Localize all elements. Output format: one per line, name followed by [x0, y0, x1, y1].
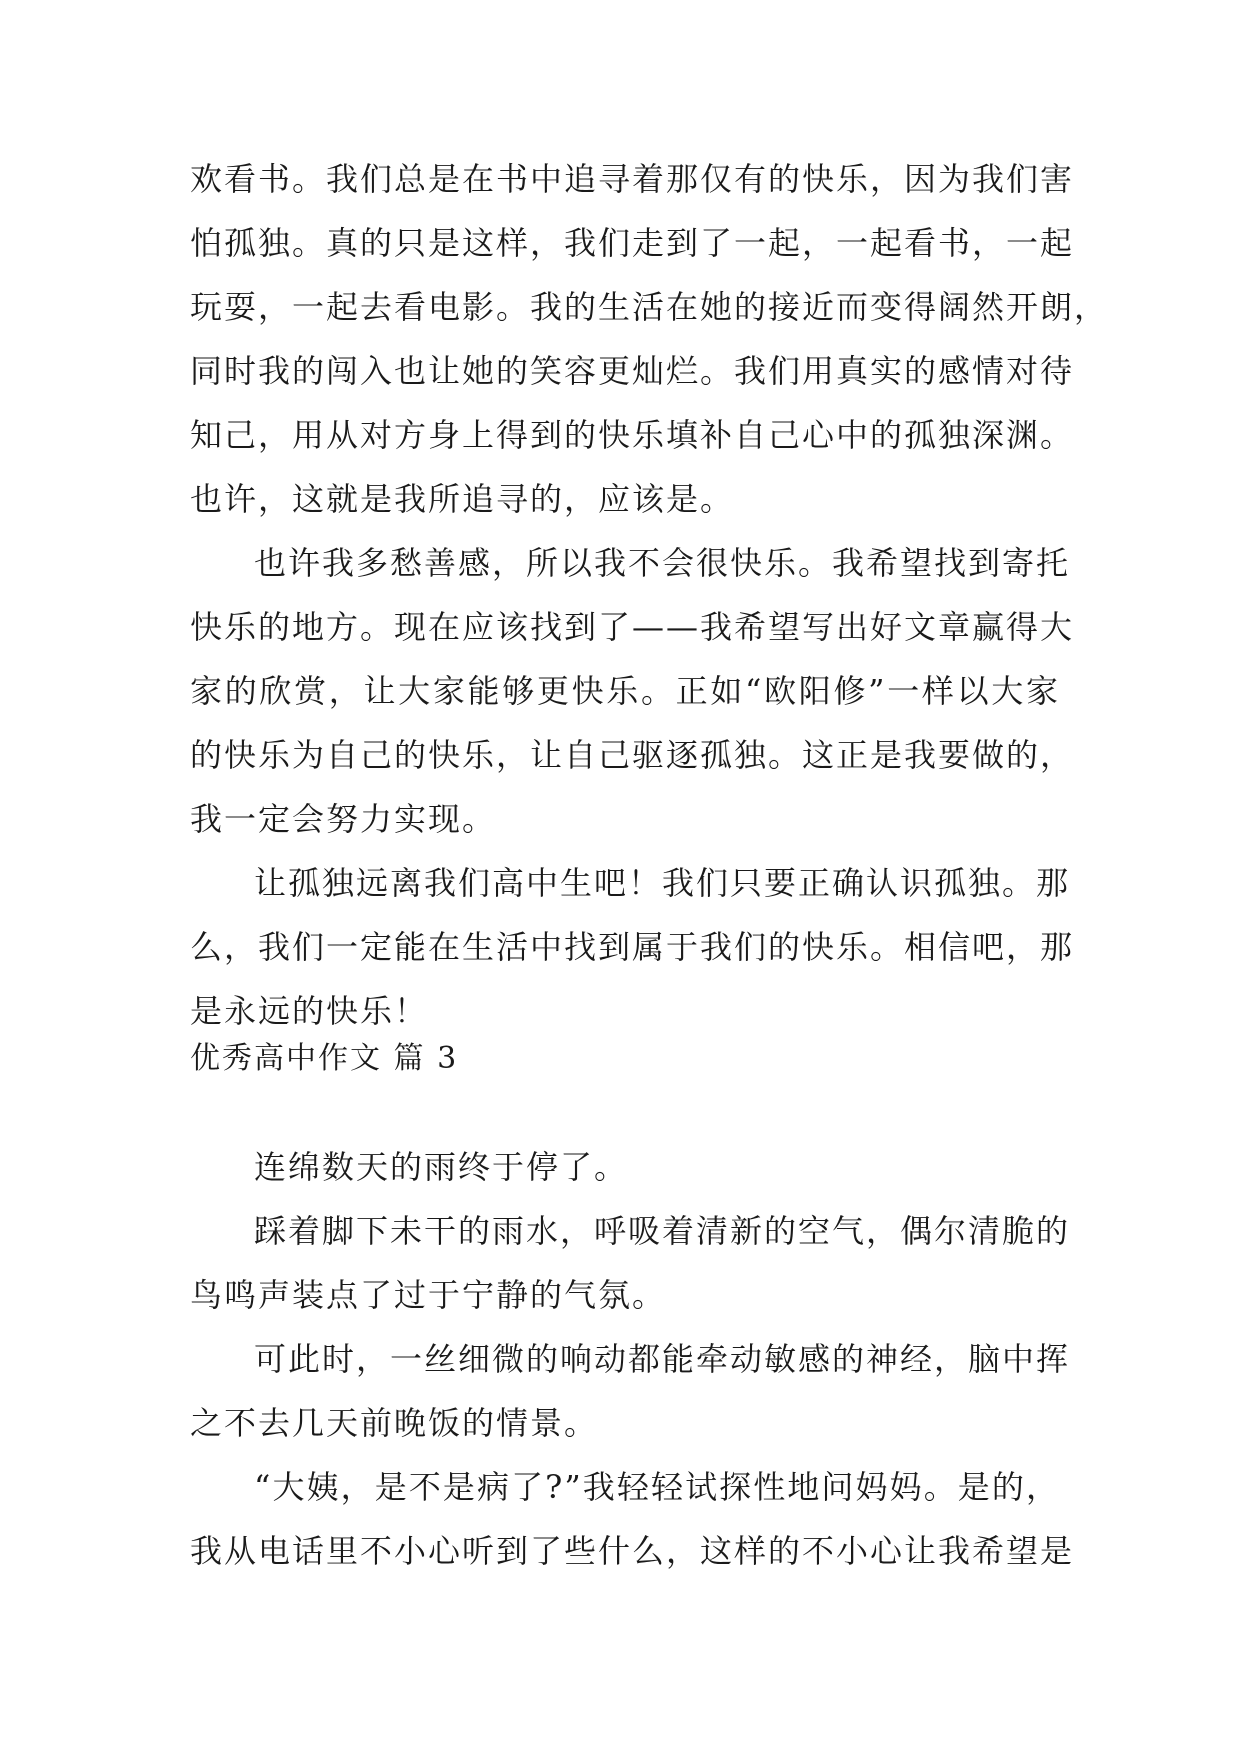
paragraph-2-line-5: 我一定会努力实现。 — [190, 800, 497, 838]
paragraph-3-line-2: 么，我们一定能在生活中找到属于我们的快乐。相信吧，那 — [190, 928, 1075, 966]
section-heading: 优秀高中作文 篇 3 — [190, 1041, 459, 1076]
paragraph-3-line-1: 让孤独远离我们高中生吧！我们只要正确认识孤独。那 — [254, 864, 1071, 902]
paragraph-5-line-1: 踩着脚下未干的雨水，呼吸着清新的空气，偶尔清脆的 — [254, 1212, 1071, 1250]
paragraph-2-line-3: 家的欣赏，让大家能够更快乐。正如“欧阳修”一样以大家 — [190, 672, 1060, 710]
paragraph-4-line-1: 连绵数天的雨终于停了。 — [254, 1148, 629, 1186]
paragraph-1-line-6: 也许，这就是我所追寻的，应该是。 — [190, 480, 735, 518]
paragraph-2-line-2: 快乐的地方。现在应该找到了——我希望写出好文章赢得大 — [190, 608, 1075, 646]
paragraph-1-line-4: 同时我的闯入也让她的笑容更灿烂。我们用真实的感情对待 — [190, 352, 1075, 390]
paragraph-6-line-1: 可此时，一丝细微的响动都能牵动敏感的神经，脑中挥 — [254, 1340, 1071, 1378]
paragraph-7-line-1: “大姨，是不是病了?”我轻轻试探性地问妈妈。是的， — [254, 1468, 1060, 1506]
paragraph-6-line-2: 之不去几天前晚饭的情景。 — [190, 1404, 599, 1442]
paragraph-1-line-5: 知己，用从对方身上得到的快乐填补自己心中的孤独深渊。 — [190, 416, 1075, 454]
paragraph-2-line-1: 也许我多愁善感，所以我不会很快乐。我希望找到寄托 — [254, 544, 1071, 582]
paragraph-1-line-2: 怕孤独。真的只是这样，我们走到了一起，一起看书，一起 — [190, 224, 1075, 262]
paragraph-5-line-2: 鸟鸣声装点了过于宁静的气氛。 — [190, 1276, 667, 1314]
paragraph-1-line-3: 玩耍，一起去看电影。我的生活在她的接近而变得阔然开朗， — [190, 288, 1109, 326]
paragraph-7-line-2: 我从电话里不小心听到了些什么，这样的不小心让我希望是 — [190, 1532, 1075, 1570]
paragraph-2-line-4: 的快乐为自己的快乐，让自己驱逐孤独。这正是我要做的， — [190, 736, 1075, 774]
paragraph-3-line-3: 是永远的快乐！ — [190, 992, 429, 1030]
paragraph-1-line-1: 欢看书。我们总是在书中追寻着那仅有的快乐，因为我们害 — [190, 160, 1075, 198]
